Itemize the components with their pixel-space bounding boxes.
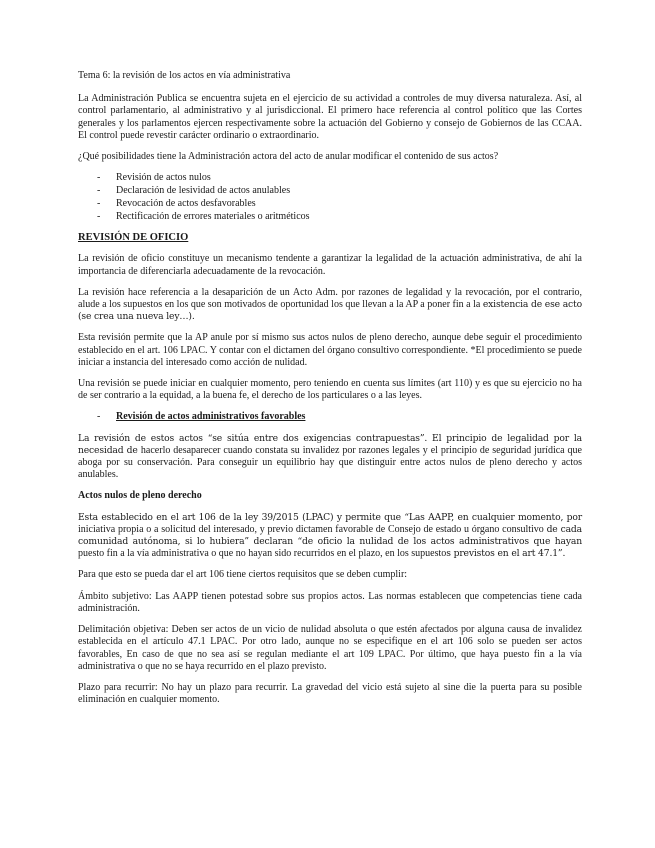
list-item: - Rectificación de errores materiales o aritméticos xyxy=(78,210,582,223)
paragraph-text-highlight: La revisión de estos actos “se sitúa entre dos exigencias contrapuestas”. El principio de legalidad por la necesidad de xyxy=(78,432,582,456)
paragraph: La revisión de oficio constituye un mecanismo tendente a garantizar la legalidad de la actuación administrativa, de ahí la importancia de diferenciarla adecuadamente de la revocación. xyxy=(78,253,582,277)
paragraph: Esta revisión permite que la AP anule por sí mismo sus actos nulos de pleno derecho, aunque debe seguir el procedimiento establecido en el art. 106 LPAC. Y contar con el dictamen del órgano consultivo correspondiente. *El procedimiento se puede iniciar a instancia del interesado como acción de nulidad. xyxy=(78,332,582,368)
list-item: - Revocación de actos desfavorables xyxy=(78,197,582,210)
section-heading-revision-oficio: REVISIÓN DE OFICIO xyxy=(78,232,189,244)
heading-text: Revisión de actos administrativos favorables xyxy=(116,411,306,423)
options-list xyxy=(78,171,582,223)
paragraph-text: iniciativa propia o a solicitud del interesado, y previo dictamen favorable de Consejo de estado u órgano consultivo xyxy=(78,523,547,535)
paragraph-text: puesto fin a la vía administrativa o que no hayan sido recurridos en el plazo, en los supuesto xyxy=(78,548,447,560)
paragraph-text-highlight: Esta establecido en el art 106 de la ley 39/2015 (LPAC) y permite que “Las AAPP, en cualquier momento, por xyxy=(78,511,582,523)
paragraph-text-highlight: existencia de ese acto (se crea una nueva ley…). xyxy=(78,299,582,323)
paragraph xyxy=(78,287,582,324)
paragraph: Una revisión se puede iniciar en cualquier momento, pero teniendo en cuenta sus límites (art 110) y es que su ejercicio no ha de ser contrario a la equidad, a la buena fe, el derecho de los particulares o a las leyes. xyxy=(78,378,582,402)
paragraph-text: La revisión hace referencia a la desaparición de un Acto Adm. por razones de legalidad y la revocación, por el contrario, alude a los supuestos en los que son motivados de oportunidad los que llevan a la AP a poner fin a la xyxy=(78,286,582,311)
section-heading-actos-favorables xyxy=(78,411,582,423)
paragraph-text: hacerlo desaparecer cuando constata su invalidez por razones legales y el principio de seguridad jurídica que aboga por su conservación. Para conseguir un equilibrio hay que distinguir entre actos nulos de pleno derecho y actos anulables. xyxy=(78,444,582,481)
document-page xyxy=(78,70,582,715)
paragraph xyxy=(78,433,582,482)
paragraph-text-highlight: de cada comunidad autónoma, si lo hubiera” declaran “de oficio la nulidad de los actos administrativos que hayan xyxy=(78,523,582,548)
paragraph: Ámbito subjetivo: Las AAPP tienen potestad sobre sus propios actos. Las normas establecen que competencias tiene cada administración. xyxy=(78,590,582,614)
list-item: - Declaración de lesividad de actos anulables xyxy=(78,184,582,197)
list-item: - Revisión de actos nulos xyxy=(78,171,582,184)
section-heading-actos-nulos: Actos nulos de pleno derecho xyxy=(78,490,202,502)
document-title: Tema 6: la revisión de los actos en vía administrativa xyxy=(78,70,291,81)
paragraph: Para que esto se pueda dar el art 106 tiene ciertos requisitos que se deben cumplir: xyxy=(78,569,408,581)
paragraph: Plazo para recurrir: No hay un plazo para recurrir. La gravedad del vicio está sujeto al sine die la puerta para su posible eliminación en cualquier momento. xyxy=(78,681,582,706)
paragraph: Delimitación objetiva: Deben ser actos de un vicio de nulidad absoluta o que estén afectados por alguna causa de invalidez establecida en el artículo 47.1 LPAC. Por otro lado, aunque no se especifique en el art 106 solo se pueden ser actos favorables, En caso de que no sea así se regulan mediante el art 109 LPAC. Por último, que haya puesto fin a la vía administrativa o que no se haya recurrido en el plazo previsto. xyxy=(78,624,582,672)
paragraph-text-highlight: s previstos en el art 47.1”. xyxy=(446,548,566,560)
question-paragraph: ¿Qué posibilidades tiene la Administración actora del acto de anular modificar el contenido de sus actos? xyxy=(78,151,499,163)
paragraph xyxy=(78,512,582,561)
intro-paragraph: La Administración Publica se encuentra sujeta en el ejercicio de su actividad a controles de muy diversa naturaleza. Así, al control parlamentario, al administrativo y al jurisdiccional. El primero hace referencia al control político que las Cortes generales y los parlamentos ejercen respectivamente sobre la actuación del Gobierno y consejo de Gobiernos de las CCAA. El control puede revestir carácter ordinario o extraordinario. xyxy=(78,93,582,141)
